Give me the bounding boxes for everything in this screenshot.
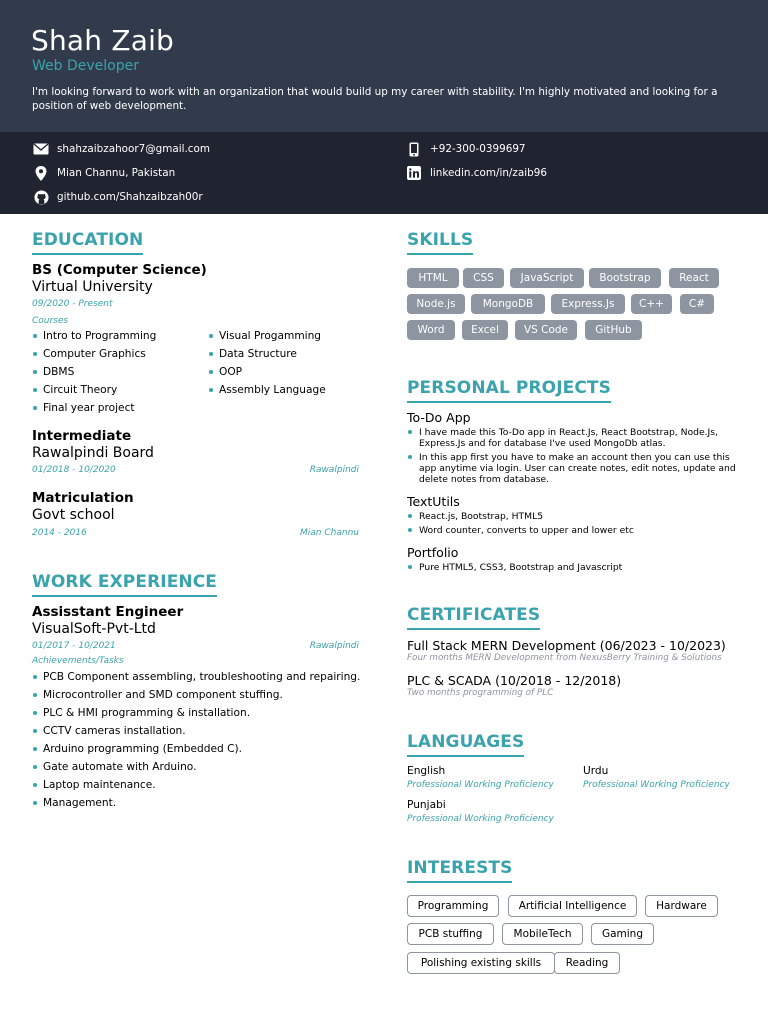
tasks-label: Achievements/Tasks	[32, 656, 124, 666]
project-title: To-Do App	[407, 410, 471, 425]
course-item: Data Structure	[208, 347, 297, 361]
certificate-desc: Four months MERN Development from NexusBerry Training & Solutions	[407, 653, 722, 663]
projects-heading: PERSONAL PROJECTS	[407, 378, 611, 403]
contact-email[interactable]	[33, 141, 210, 157]
task-item: CCTV cameras installation.	[32, 724, 186, 738]
degree-title: Intermediate	[32, 428, 132, 444]
map-pin-icon	[33, 165, 49, 181]
institution-name: Virtual University	[32, 279, 153, 295]
course-item: Assembly Language	[208, 383, 326, 397]
skill-tag: JavaScript	[510, 268, 584, 288]
degree-title: BS (Computer Science)	[32, 262, 207, 278]
course-item: DBMS	[32, 365, 74, 379]
project-point: Pure HTML5, CSS3, Bootstrap and Javascript	[407, 562, 737, 573]
education-location: Rawalpindi	[309, 465, 359, 475]
interest-tag: Artificial Intelligence	[508, 895, 637, 917]
phone-icon	[406, 141, 422, 157]
project-point: I have made this To-Do app in React.Js, React Bootstrap, Node.Js, Express.Js and for database I've used MongoDb atlas.	[407, 427, 737, 449]
task-item: Gate automate with Arduino.	[32, 760, 196, 774]
name: Shah Zaib	[31, 24, 175, 57]
interest-tag: MobileTech	[502, 923, 583, 945]
course-item: Intro to Programming	[32, 329, 156, 343]
skill-tag: Bootstrap	[589, 268, 661, 288]
languages-heading: LANGUAGES	[407, 732, 524, 757]
degree-title: Matriculation	[32, 490, 134, 506]
course-item: Circuit Theory	[32, 383, 117, 397]
skill-tag: MongoDB	[471, 294, 545, 314]
contact-phone[interactable]	[406, 141, 526, 157]
course-item: Visual Progamming	[208, 329, 321, 343]
skill-tag: Node.js	[407, 294, 465, 314]
task-item: Arduino programming (Embedded C).	[32, 742, 242, 756]
skill-tag: C#	[680, 294, 714, 314]
task-item: Microcontroller and SMD component stuffing.	[32, 688, 283, 702]
skill-tag: C++	[631, 294, 672, 314]
job-title: Web Developer	[32, 58, 139, 74]
task-item: Laptop maintenance.	[32, 778, 156, 792]
institution-name: Govt school	[32, 507, 115, 523]
certificate-title: Full Stack MERN Development (06/2023 - 10/2023)	[407, 638, 726, 653]
work-location: Rawalpindi	[309, 641, 359, 651]
certificates-heading: CERTIFICATES	[407, 605, 540, 630]
language-name: English	[407, 765, 446, 777]
task-item: PCB Component assembling, troubleshooting and repairing.	[32, 670, 360, 684]
contact-linkedin[interactable]	[406, 165, 547, 181]
interest-tag: Reading	[554, 952, 620, 974]
certificate-desc: Two months programming of PLC	[407, 688, 554, 698]
education-dates: 2014 - 2016	[32, 528, 87, 538]
task-item: Management.	[32, 796, 116, 810]
courses-label: Courses	[32, 316, 69, 326]
language-level: Professional Working Proficiency	[407, 780, 554, 790]
project-point: React.js, Bootstrap, HTML5	[407, 511, 737, 522]
contact-github[interactable]	[33, 189, 203, 205]
skill-tag: CSS	[463, 268, 504, 288]
course-item: Computer Graphics	[32, 347, 146, 361]
education-location: Mian Channu	[300, 528, 359, 538]
job-title-entry: Assisstant Engineer	[32, 604, 184, 620]
language-level: Professional Working Proficiency	[407, 814, 554, 824]
location-text: Mian Channu, Pakistan	[57, 167, 176, 179]
education-heading: EDUCATION	[32, 230, 143, 255]
skill-tag: VS Code	[515, 320, 577, 340]
email-text: shahzaibzahoor7@gmail.com	[57, 143, 211, 155]
work-heading: WORK EXPERIENCE	[32, 572, 217, 597]
github-icon	[33, 189, 49, 205]
interest-tag: PCB stuffing	[407, 923, 494, 945]
linkedin-icon	[406, 165, 422, 181]
institution-name: Rawalpindi Board	[32, 445, 154, 461]
project-title: Portfolio	[407, 545, 459, 560]
skills-heading: SKILLS	[407, 230, 473, 255]
contact-location	[33, 165, 175, 181]
contact-bar	[0, 132, 768, 214]
task-item: PLC & HMI programming & installation.	[32, 706, 250, 720]
linkedin-text: linkedin.com/in/zaib96	[430, 167, 547, 179]
skill-tag: HTML	[407, 268, 459, 288]
interest-tag: Programming	[407, 895, 499, 917]
language-name: Punjabi	[407, 799, 446, 811]
certificate-title: PLC & SCADA (10/2018 - 12/2018)	[407, 673, 622, 688]
language-name: Urdu	[583, 765, 609, 777]
header	[0, 0, 768, 132]
skill-tag: Express.Js	[551, 294, 625, 314]
skill-tag: Excel	[462, 320, 508, 340]
summary: I'm looking forward to work with an organization that would build up my career with stability. I'm highly motivated and looking for a position of web development.	[32, 86, 718, 112]
language-level: Professional Working Proficiency	[583, 780, 730, 790]
interest-tag: Polishing existing skills	[407, 952, 555, 974]
phone-text: +92-300-0399697	[430, 143, 526, 155]
project-title: TextUtils	[407, 494, 460, 509]
skill-tag: React	[669, 268, 719, 288]
company-name: VisualSoft-Pvt-Ltd	[32, 621, 156, 637]
course-item: Final year project	[32, 401, 135, 415]
interest-tag: Hardware	[645, 895, 718, 917]
education-dates: 09/2020 - Present	[32, 299, 113, 309]
skill-tag: GitHub	[585, 320, 642, 340]
project-point: Word counter, converts to upper and lower etc	[407, 525, 737, 536]
interests-heading: INTERESTS	[407, 858, 512, 883]
project-point: In this app first you have to make an account then you can use this app anytime via login. User can create notes, edit notes, update and delete notes from database.	[407, 452, 737, 485]
envelope-icon	[33, 141, 49, 157]
interest-tag: Gaming	[591, 923, 654, 945]
work-dates: 01/2017 - 10/2021	[32, 641, 116, 651]
github-text: github.com/Shahzaibzah00r	[57, 191, 203, 203]
education-dates: 01/2018 - 10/2020	[32, 465, 116, 475]
skill-tag: Word	[407, 320, 455, 340]
course-item: OOP	[208, 365, 242, 379]
